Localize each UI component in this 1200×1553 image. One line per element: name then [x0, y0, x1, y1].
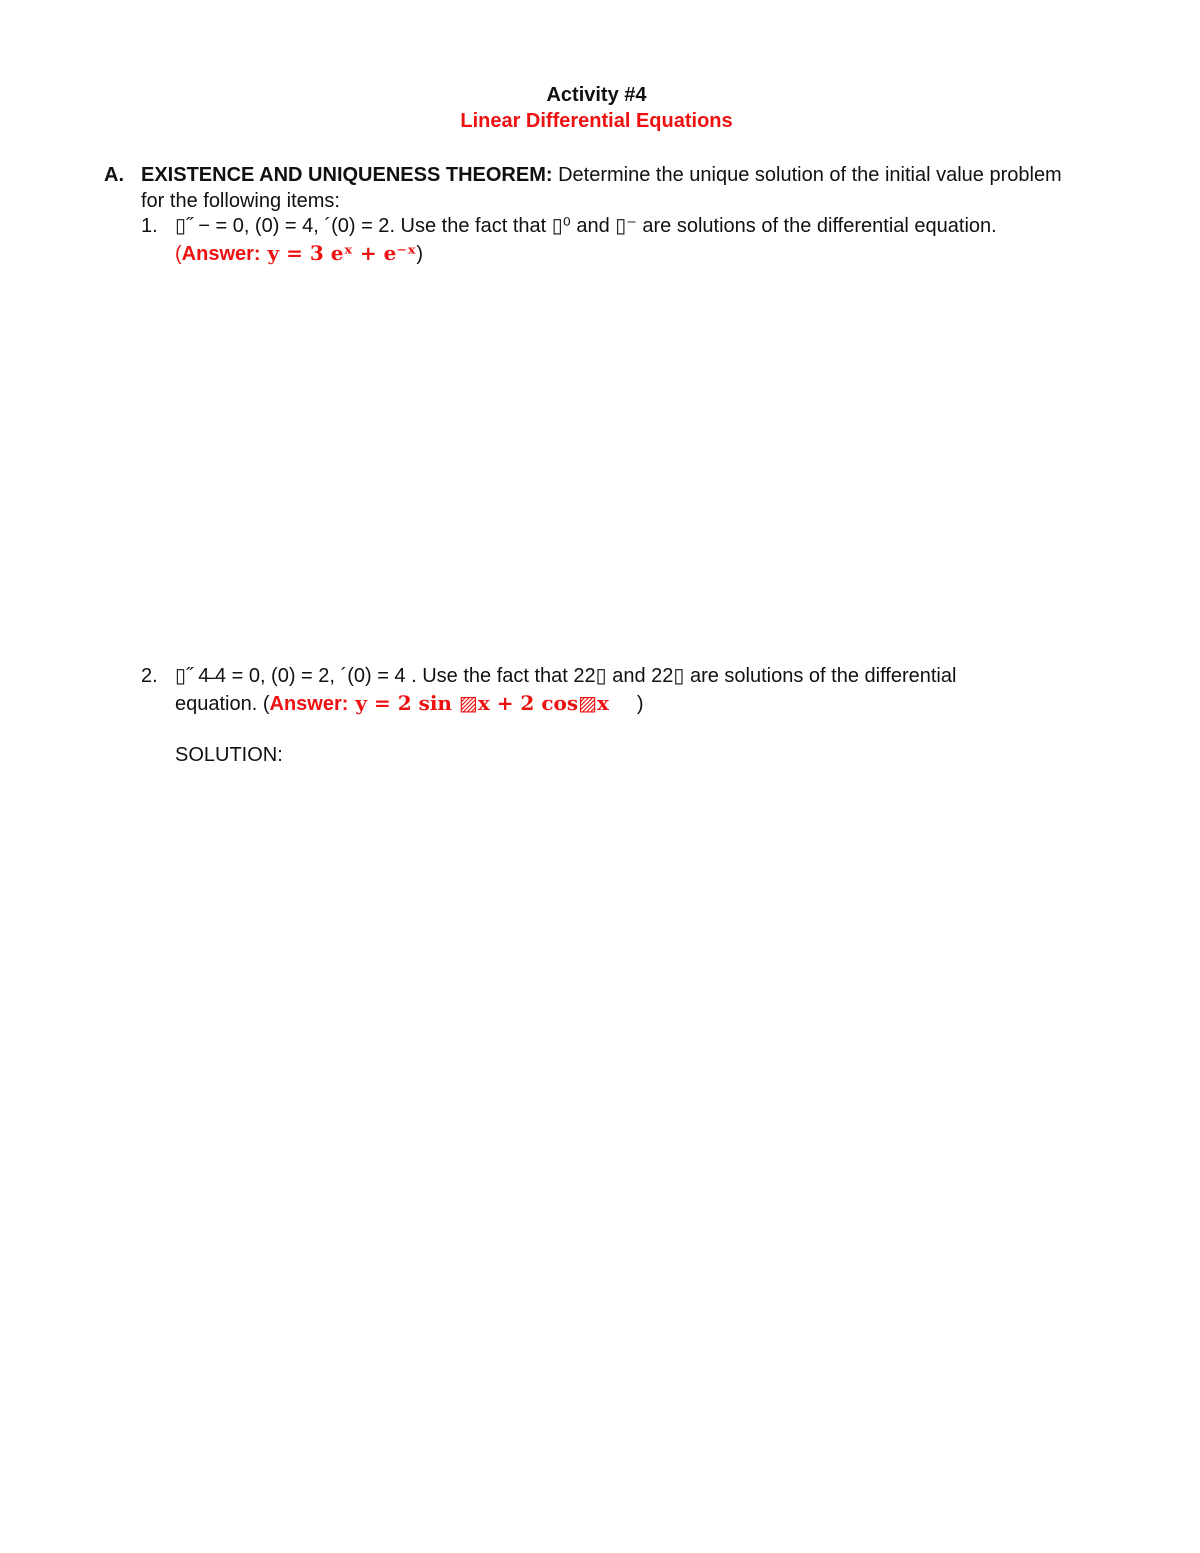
item-1-number: 1.: [141, 215, 158, 237]
item-1-answer: [175, 241, 423, 266]
item-1-answer-close: ): [416, 243, 424, 265]
section-heading-bold: EXISTENCE AND UNIQUENESS THEOREM:: [141, 164, 553, 186]
item-1-equation: ▯˝ − = 0, (0) = 4, ´(0) = 2: [175, 215, 390, 237]
section-heading-continued: for the following items:: [141, 190, 340, 212]
solution-label: SOLUTION:: [175, 744, 283, 766]
item-2-equation: ▯˝ 4̶ 4 = 0, (0) = 2, ´(0) = 4: [175, 665, 406, 687]
item-1-answer-label: Answer:: [181, 243, 261, 265]
item-1-answer-open: (: [175, 243, 182, 265]
section-letter: A.: [104, 164, 124, 186]
item-1-problem: [175, 214, 997, 238]
item-2-answer-label: Answer:: [269, 693, 349, 715]
item-2-answer-prefix: equation. (: [175, 693, 270, 715]
item-2-instruction: . Use the fact that 22▯ and 22▯ are solutions of the differential: [405, 665, 957, 687]
item-2-answer: [175, 691, 644, 716]
section-heading-text: Determine the unique solution of the initial value problem: [552, 164, 1062, 186]
page-subtitle: Linear Differential Equations: [460, 110, 733, 132]
page-title: Activity #4: [546, 84, 647, 106]
item-1-answer-math: y = 3 eˣ + e⁻ˣ: [260, 241, 417, 265]
item-2-problem: [175, 664, 956, 688]
item-2-answer-math: y = 2 sin ▨x + 2 cos▨x: [348, 691, 609, 715]
item-2-number: 2.: [141, 665, 158, 687]
section-heading: [141, 163, 1062, 187]
item-1-instruction: . Use the fact that ▯⁰ and ▯⁻ are solutions of the differential equation.: [389, 215, 997, 237]
item-2-answer-close: ): [636, 693, 644, 715]
